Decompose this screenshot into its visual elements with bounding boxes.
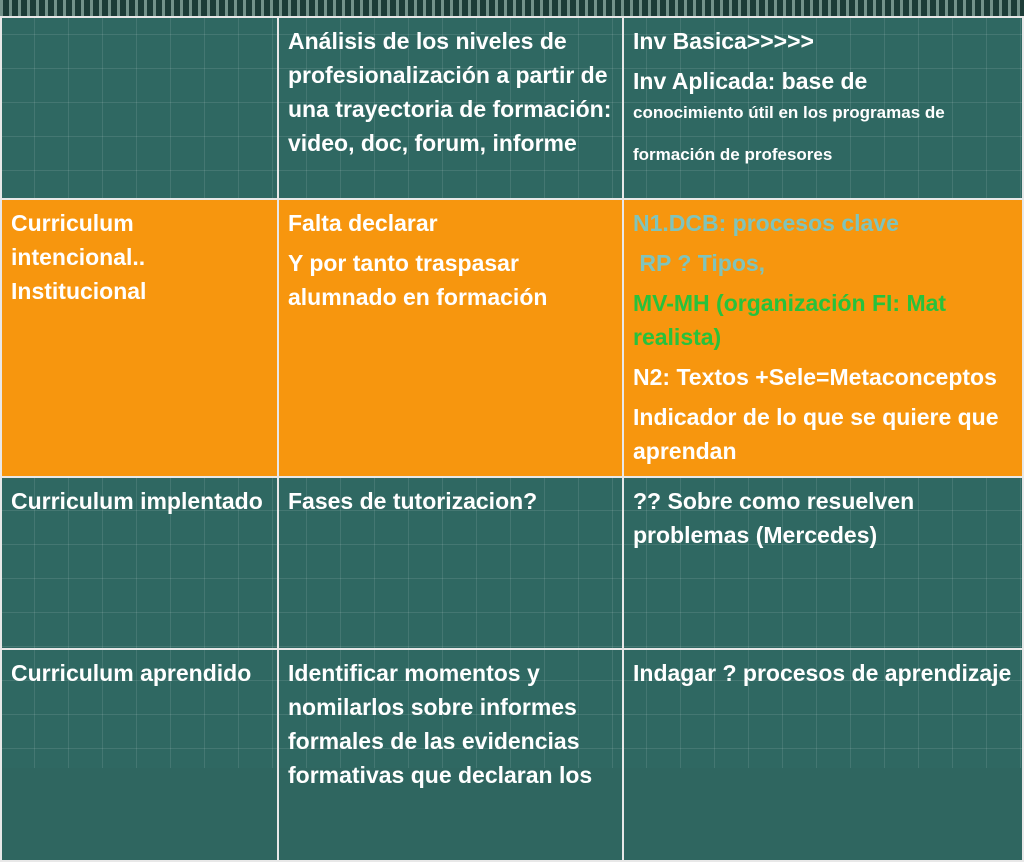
inv-basica-text: Inv Basica>>>>> xyxy=(633,28,814,54)
implentado-col2 xyxy=(278,477,623,649)
curriculum-table xyxy=(0,16,1024,862)
mv-mh-text: MV-MH (organización FI: Mat realista) xyxy=(633,290,947,350)
resuelven-problemas-text: ?? Sobre como resuelven problemas (Mercedes) xyxy=(633,488,915,548)
decorative-top-strip xyxy=(0,0,1024,16)
aprendido-col2 xyxy=(278,649,623,861)
header-cell-investigacion xyxy=(623,17,1023,199)
row-label-aprendido xyxy=(1,649,278,861)
aprendido-col3 xyxy=(623,649,1023,861)
inv-aplicada-text: Inv Aplicada: base de xyxy=(633,68,868,94)
indicador-text: Indicador de lo que se quiere que aprendan xyxy=(633,404,999,464)
row-label-aprendido-text: Curriculum aprendido xyxy=(11,660,252,686)
implentado-col3 xyxy=(623,477,1023,649)
table-row-aprendido xyxy=(1,649,1023,861)
header-cell-empty xyxy=(1,17,278,199)
row-label-implentado-text: Curriculum implentado xyxy=(11,488,263,514)
table-row-intencional xyxy=(1,199,1023,477)
indagar-procesos-text: Indagar ? procesos de aprendizaje xyxy=(633,660,1012,686)
row-label-implentado xyxy=(1,477,278,649)
table-row-implentado xyxy=(1,477,1023,649)
intencional-col2 xyxy=(278,199,623,477)
row-label-intencional xyxy=(1,199,278,477)
fases-tutorizacion-text: Fases de tutorizacion? xyxy=(288,488,538,514)
row-label-intencional-text: Curriculum intencional.. Institucional xyxy=(11,210,147,304)
intencional-col3 xyxy=(623,199,1023,477)
table-row-header xyxy=(1,17,1023,199)
inv-aplicada-detail-1: conocimiento útil en los programas de xyxy=(633,103,945,122)
identificar-momentos-text: Identificar momentos y nomilarlos sobre informes formales de las evidencias formativas que declaran los xyxy=(288,660,593,788)
header-analisis-text: Análisis de los niveles de profesionalización a partir de una trayectoria de formación: video, doc, forum, informe xyxy=(288,28,612,156)
inv-aplicada-detail-2: formación de profesores xyxy=(633,145,833,164)
rp-tipos-text: RP ? Tipos, xyxy=(633,250,766,276)
traspasar-text: Y por tanto traspasar alumnado en formación xyxy=(288,250,548,310)
falta-declarar-text: Falta declarar xyxy=(288,210,438,236)
n1-dcb-text: N1.DCB: procesos clave xyxy=(633,210,899,236)
n2-textos-text: N2: Textos +Sele=Metaconceptos xyxy=(633,364,997,390)
header-cell-analisis xyxy=(278,17,623,199)
